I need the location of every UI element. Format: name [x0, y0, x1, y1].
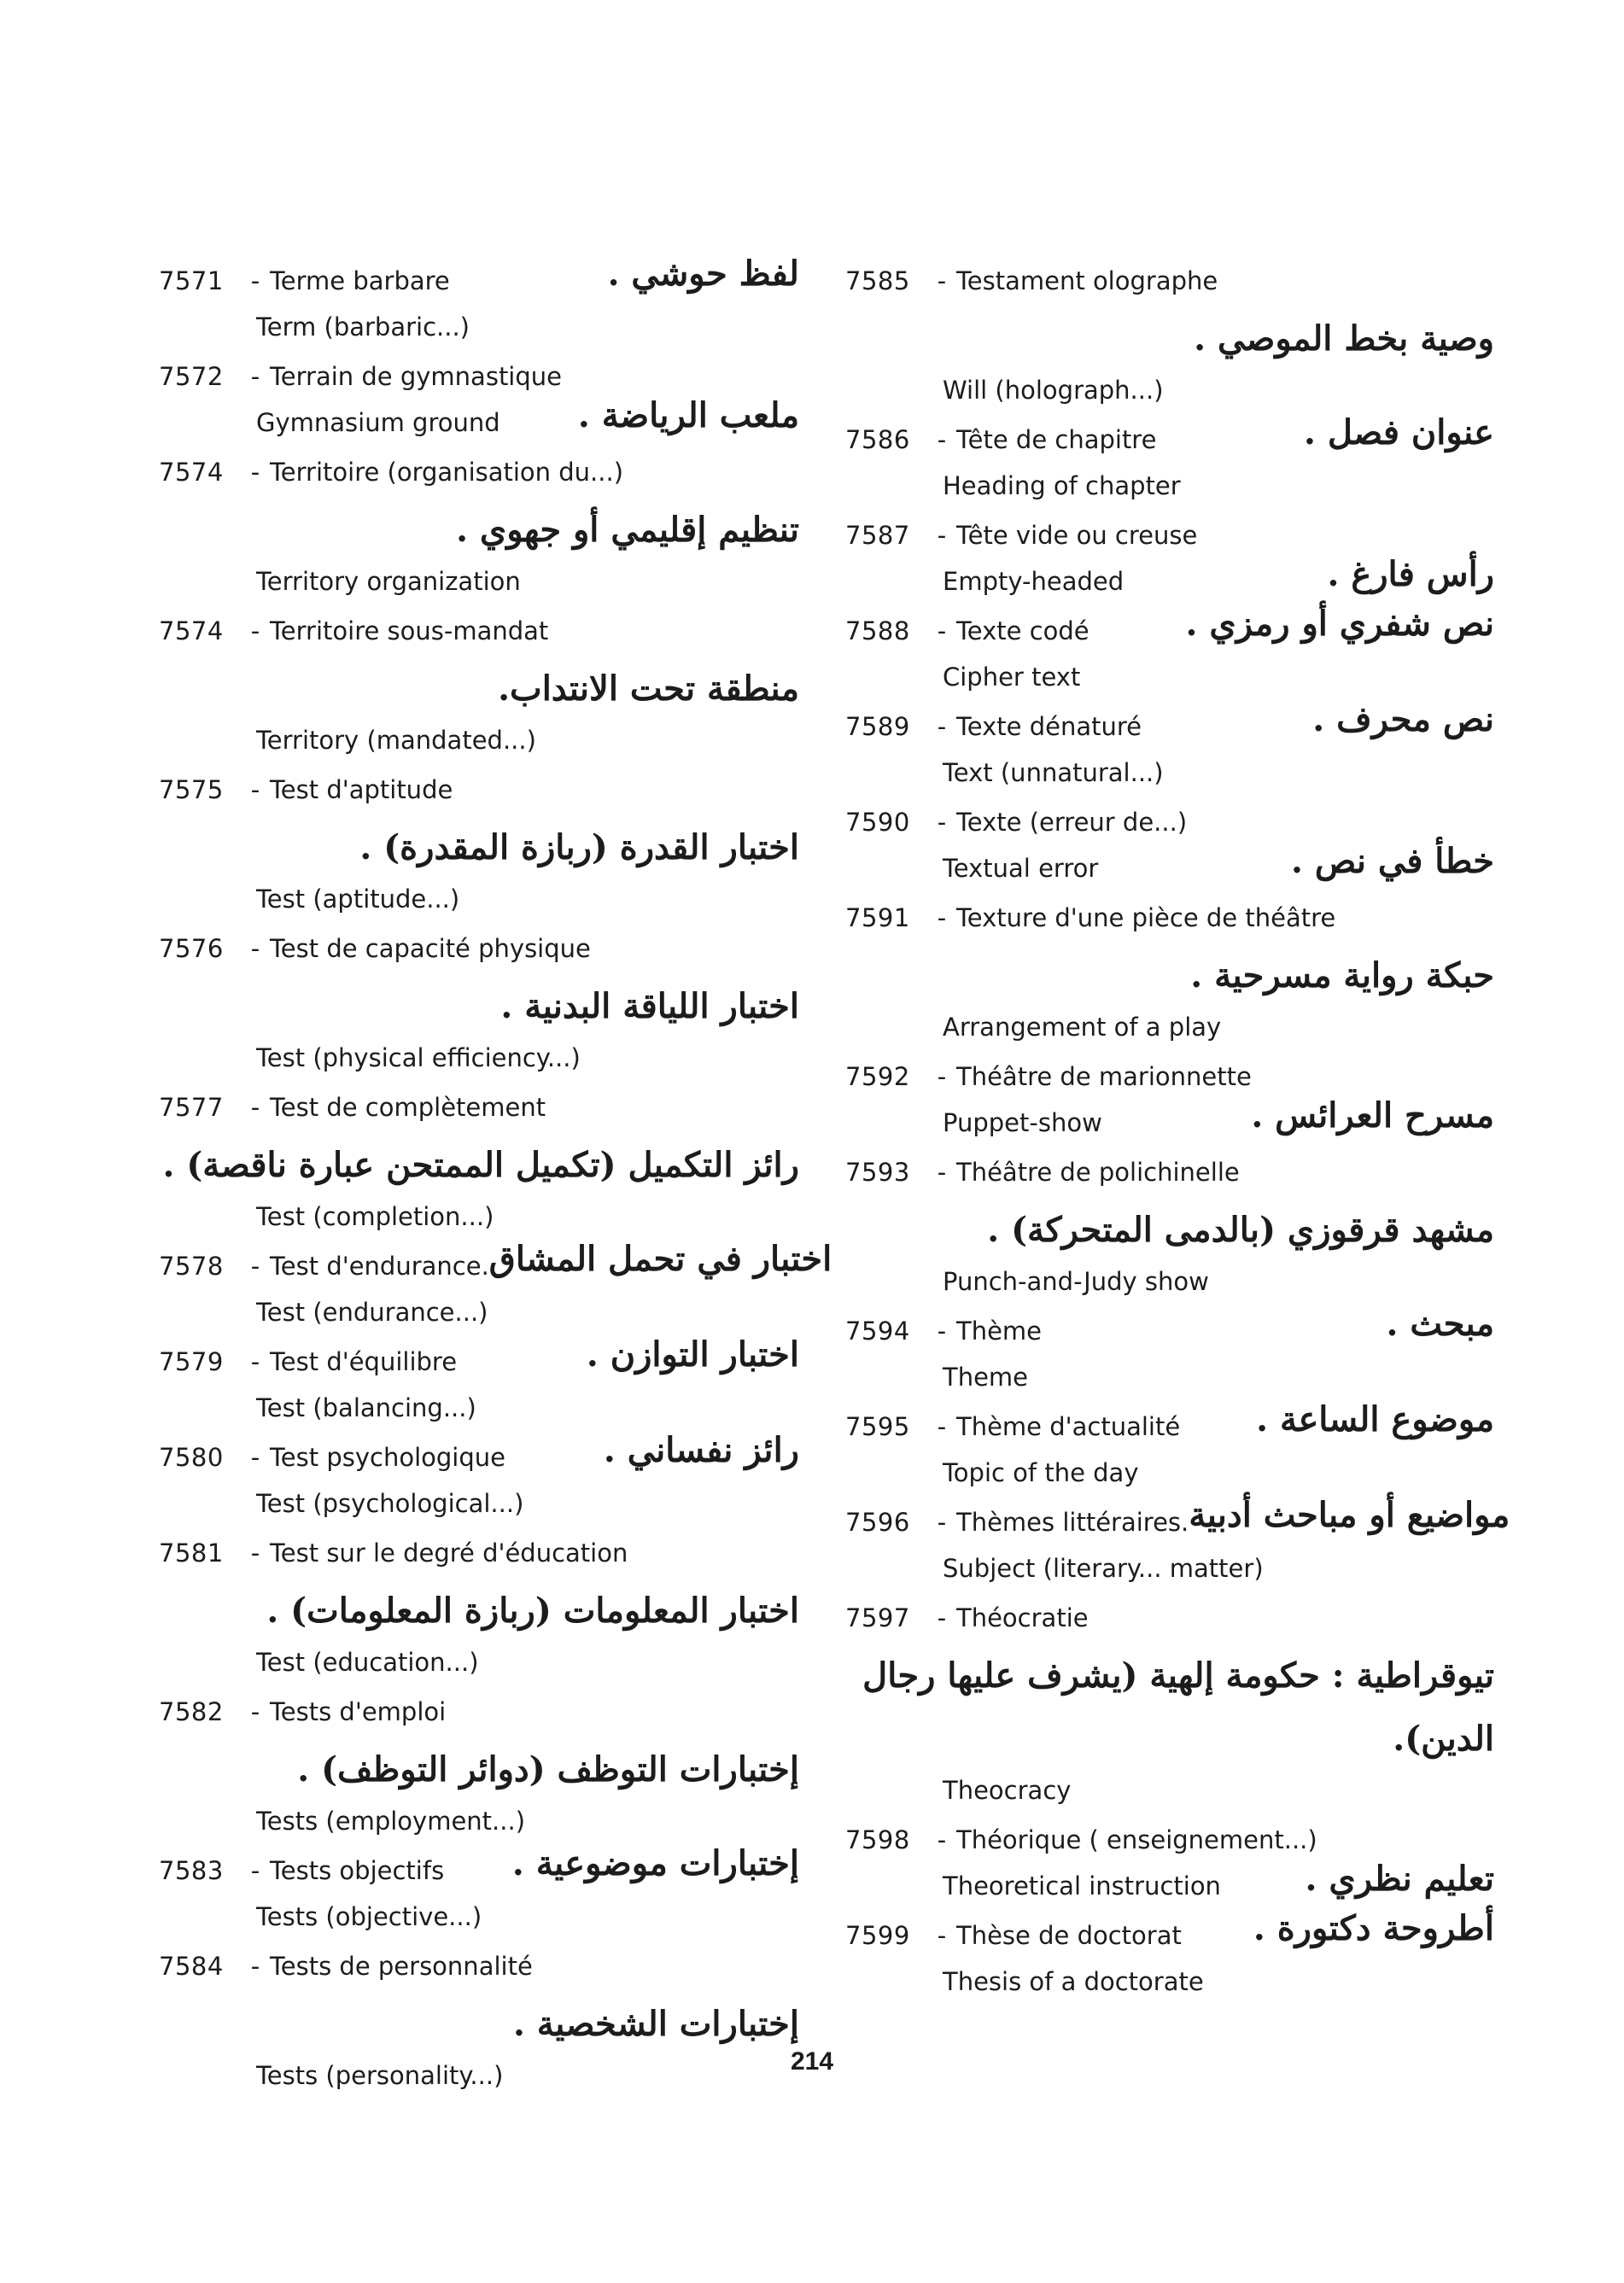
entry-dash: - — [937, 425, 947, 454]
dictionary-entry — [845, 1392, 1494, 1487]
entry-headword-line — [159, 1836, 799, 1885]
french-term: Terrain de gymnastique — [270, 362, 562, 391]
french-term: Test de capacité physique — [270, 934, 591, 963]
dictionary-entry — [845, 883, 1494, 1042]
french-term: Test psychologique — [270, 1443, 505, 1472]
french-term: Thèmes littéraires. — [956, 1508, 1189, 1537]
entry-dash: - — [937, 521, 947, 550]
english-term: Arrangement of a play — [943, 1013, 1222, 1042]
entry-arabic-line — [159, 1122, 799, 1185]
french-term: Texte dénaturé — [956, 712, 1142, 741]
english-term: Theme — [943, 1363, 1029, 1392]
arabic-term: وصية بخط الموصي . — [1194, 318, 1494, 359]
entry-headword-line — [845, 1042, 1494, 1091]
entry-dash: - — [250, 1252, 260, 1281]
entry-headword-line — [845, 787, 1494, 837]
entry-headword-line — [159, 1072, 799, 1122]
entry-headword-line — [159, 596, 799, 645]
entry-english-line — [159, 1281, 799, 1327]
entry-arabic-line — [159, 1981, 799, 2044]
french-term: Théâtre de marionnette — [956, 1062, 1252, 1091]
arabic-term: مسرح العرائس . — [1251, 1095, 1494, 1136]
entry-number: 7592 — [845, 1062, 910, 1091]
entry-dash: - — [937, 1603, 947, 1632]
entry-dash: - — [937, 616, 947, 645]
entry-number: 7591 — [845, 903, 910, 932]
entry-english-line — [845, 996, 1494, 1042]
french-term: Thème d'actualité — [956, 1412, 1181, 1441]
entry-number: 7593 — [845, 1158, 910, 1187]
entry-headword-line — [845, 883, 1494, 932]
entry-number: 7575 — [159, 775, 224, 804]
entry-headword-line — [159, 437, 799, 487]
arabic-term: إختبارات الشخصية . — [512, 2004, 799, 2044]
entry-number: 7588 — [845, 616, 910, 645]
french-term: Terme barbare — [270, 266, 450, 295]
english-term: Territory (mandated...) — [256, 726, 536, 755]
english-term: Test (education...) — [256, 1648, 479, 1677]
english-term: Gymnasium ground — [256, 408, 500, 437]
dictionary-entry — [159, 1231, 832, 1327]
dictionary-entry — [159, 342, 799, 437]
entry-arabic-line — [159, 487, 799, 550]
entry-dash: - — [937, 808, 947, 837]
entry-dash: - — [250, 616, 260, 645]
entry-headword-line — [845, 1487, 1510, 1537]
french-term: Testament olographe — [956, 266, 1218, 295]
entry-number: 7580 — [159, 1443, 224, 1472]
arabic-term: تعليم نظري . — [1305, 1859, 1494, 1899]
dictionary-entry — [845, 500, 1494, 596]
dictionary-entry — [159, 437, 799, 596]
entry-arabic-line — [845, 295, 1494, 359]
dictionary-entry — [845, 246, 1494, 405]
entry-dash: - — [250, 362, 260, 391]
arabic-term: إختبارات موضوعية . — [511, 1843, 799, 1883]
entry-dash: - — [250, 266, 260, 295]
entry-headword-line — [845, 692, 1494, 741]
dictionary-entry — [159, 596, 799, 755]
entry-number: 7584 — [159, 1952, 224, 1981]
entry-arabic-line — [159, 645, 799, 709]
dictionary-entry — [159, 1677, 799, 1836]
english-term: Term (barbaric...) — [256, 312, 470, 342]
french-term: Thème — [956, 1317, 1043, 1346]
entry-english-line — [159, 1885, 799, 1931]
english-term: Territory organization — [256, 567, 521, 596]
entry-dash: - — [937, 1317, 947, 1346]
entry-number: 7582 — [159, 1697, 224, 1726]
entry-dash: - — [250, 775, 260, 804]
arabic-term: رائز التكميل (تكميل الممتحن عبارة ناقصة) . — [162, 1145, 799, 1185]
entry-english-line — [159, 1631, 799, 1677]
french-term: Théocratie — [956, 1603, 1089, 1632]
entry-english-line — [845, 550, 1494, 596]
entry-english-line — [845, 1854, 1494, 1901]
english-term: Cipher text — [943, 663, 1081, 692]
dictionary-entry — [159, 914, 799, 1072]
entry-number: 7576 — [159, 934, 224, 963]
french-term: Test d'équilibre — [270, 1347, 458, 1376]
french-term: Théâtre de polichinelle — [956, 1158, 1240, 1187]
dictionary-entry — [159, 246, 799, 342]
arabic-term: الدين). — [1393, 1719, 1494, 1759]
entry-headword-line — [845, 500, 1494, 550]
entry-english-line — [845, 837, 1494, 883]
english-term: Test (completion...) — [256, 1202, 494, 1231]
dictionary-entry — [845, 596, 1494, 692]
entry-headword-line — [159, 1518, 799, 1568]
arabic-term: مواضيع أو مباحث أدبية — [1189, 1495, 1510, 1535]
entry-headword-line — [159, 755, 799, 804]
english-term: Test (physical efficiency...) — [256, 1043, 581, 1072]
entry-number: 7583 — [159, 1856, 224, 1885]
entry-number: 7578 — [159, 1252, 224, 1281]
french-term: Thèse de doctorat — [956, 1921, 1182, 1950]
entry-dash: - — [937, 1412, 947, 1441]
entry-dash: - — [250, 1539, 260, 1568]
entry-number: 7596 — [845, 1508, 910, 1537]
english-term: Test (balancing...) — [256, 1393, 476, 1422]
english-term: Thesis of a doctorate — [943, 1967, 1204, 1996]
dictionary-entry — [159, 1327, 799, 1422]
entry-dash: - — [937, 266, 947, 295]
dictionary-entry — [845, 692, 1494, 787]
entry-number: 7574 — [159, 616, 224, 645]
entry-arabic-line — [159, 804, 799, 867]
arabic-term: خطأ في نص . — [1290, 841, 1494, 881]
entry-dash: - — [937, 1062, 947, 1091]
entry-english-line — [159, 1185, 799, 1231]
entry-arabic-line — [159, 963, 799, 1026]
english-term: Tests (objective...) — [256, 1902, 482, 1931]
entry-headword-line — [845, 246, 1494, 295]
entry-english-line — [845, 1537, 1494, 1583]
entry-dash: - — [937, 1508, 947, 1537]
entry-dash: - — [937, 1158, 947, 1187]
dictionary-entry — [845, 787, 1494, 883]
entry-headword-line — [159, 342, 799, 391]
entry-arabic-line — [845, 1632, 1494, 1696]
english-term: Test (aptitude...) — [256, 885, 460, 914]
french-term: Théorique ( enseignement...) — [956, 1825, 1317, 1854]
arabic-term: مبحث . — [1386, 1304, 1494, 1344]
dictionary-entry — [845, 1042, 1494, 1137]
entry-dash: - — [937, 712, 947, 741]
arabic-term: حبكة رواية مسرحية . — [1190, 955, 1494, 996]
entry-english-line — [845, 645, 1494, 692]
entry-arabic-line — [159, 1726, 799, 1790]
entry-dash: - — [937, 1825, 947, 1854]
english-term: Test (psychological...) — [256, 1489, 524, 1518]
english-term: Topic of the day — [943, 1458, 1139, 1487]
french-term: Tests objectifs — [270, 1856, 445, 1885]
entry-english-line — [845, 1441, 1494, 1487]
entry-headword-line — [845, 1296, 1494, 1346]
entry-headword-line — [845, 1805, 1494, 1854]
dictionary-entry — [845, 1137, 1494, 1296]
dictionary-entry — [159, 1836, 799, 1931]
entry-dash: - — [250, 1093, 260, 1122]
entry-headword-line — [845, 596, 1494, 645]
english-term: Theocracy — [943, 1776, 1072, 1805]
dictionary-entry — [159, 755, 799, 914]
entry-number: 7574 — [159, 458, 224, 487]
entry-english-line — [159, 1376, 799, 1422]
entry-arabic-line — [845, 1187, 1494, 1250]
entry-english-line — [159, 550, 799, 596]
entry-arabic-line — [845, 1696, 1494, 1759]
french-term: Texture d'une pièce de théâtre — [956, 903, 1336, 932]
entry-headword-line — [159, 914, 799, 963]
arabic-term: لفظ حوشي . — [607, 254, 799, 294]
entry-headword-line — [159, 246, 799, 295]
french-term: Test d'endurance. — [270, 1252, 489, 1281]
entry-number: 7599 — [845, 1921, 910, 1950]
entry-english-line — [159, 1472, 799, 1518]
english-term: Tests (employment...) — [256, 1807, 526, 1836]
entry-number: 7571 — [159, 266, 224, 295]
entry-dash: - — [250, 1697, 260, 1726]
arabic-term: اختبار التوازن . — [586, 1334, 799, 1375]
french-term: Tests d'emploi — [270, 1697, 447, 1726]
entry-headword-line — [159, 1231, 832, 1281]
arabic-term: نص شفري أو رمزي . — [1185, 604, 1494, 644]
entry-english-line — [159, 1790, 799, 1836]
arabic-term: رأس فارغ . — [1327, 554, 1494, 594]
entry-headword-line — [845, 1392, 1494, 1441]
english-term: Text (unnatural...) — [943, 758, 1164, 787]
arabic-term: عنوان فصل . — [1304, 412, 1494, 453]
english-term: Textual error — [943, 854, 1099, 883]
entry-headword-line — [845, 405, 1494, 454]
entry-arabic-line — [159, 1568, 799, 1631]
entry-english-line — [159, 391, 799, 437]
entry-number: 7586 — [845, 425, 910, 454]
french-term: Tête vide ou creuse — [956, 521, 1198, 550]
arabic-term: نص محرف . — [1312, 699, 1494, 739]
dictionary-entry — [845, 1296, 1494, 1392]
entry-english-line — [159, 867, 799, 914]
english-term: Test (endurance...) — [256, 1298, 488, 1327]
entry-headword-line — [159, 1327, 799, 1376]
dictionary-entry — [845, 1583, 1494, 1805]
entry-number: 7598 — [845, 1825, 910, 1854]
dictionary-entry — [159, 1518, 799, 1677]
entry-headword-line — [845, 1583, 1494, 1632]
entry-english-line — [845, 741, 1494, 787]
entry-number: 7595 — [845, 1412, 910, 1441]
entry-headword-line — [845, 1137, 1494, 1187]
page-number: 214 — [790, 2047, 834, 2076]
dictionary-entry — [845, 1805, 1494, 1901]
entry-dash: - — [250, 1952, 260, 1981]
entry-headword-line — [159, 1677, 799, 1726]
entry-number: 7594 — [845, 1317, 910, 1346]
entry-headword-line — [159, 1931, 799, 1981]
entry-dash: - — [937, 903, 947, 932]
french-term: Territoire sous-mandat — [270, 616, 549, 645]
french-term: Test d'aptitude — [270, 775, 453, 804]
dictionary-entry — [159, 1072, 799, 1231]
entry-number: 7597 — [845, 1603, 910, 1632]
right-column — [845, 246, 1510, 1996]
entry-english-line — [845, 1759, 1494, 1805]
entry-english-line — [845, 454, 1494, 500]
dictionary-entry — [845, 1487, 1510, 1583]
entry-dash: - — [250, 934, 260, 963]
french-term: Territoire (organisation du...) — [270, 458, 624, 487]
french-term: Test de complètement — [270, 1093, 546, 1122]
entry-arabic-line — [845, 932, 1494, 996]
entry-english-line — [845, 1950, 1494, 1996]
arabic-term: منطقة تحت الانتداب. — [498, 669, 799, 709]
entry-headword-line — [845, 1901, 1494, 1950]
entry-headword-line — [159, 1422, 799, 1472]
english-term: Will (holograph...) — [943, 376, 1164, 405]
dictionary-entry — [159, 1422, 799, 1518]
arabic-term: مشهد قرقوزي (بالدمى المتحركة) . — [987, 1210, 1494, 1250]
english-term: Punch-and-Judy show — [943, 1267, 1209, 1296]
french-term: Tête de chapitre — [956, 425, 1157, 454]
entry-dash: - — [250, 1347, 260, 1376]
english-term: Puppet-show — [943, 1108, 1102, 1137]
arabic-term: اختبار القدرة (ربازة المقدرة) . — [359, 827, 799, 867]
arabic-term: أطروحة دكتورة . — [1253, 1908, 1494, 1948]
entry-english-line — [159, 1026, 799, 1072]
entry-number: 7585 — [845, 266, 910, 295]
french-term: Texte (erreur de...) — [956, 808, 1188, 837]
arabic-term: إختبارات التوظف (دوائر التوظف) . — [297, 1749, 799, 1790]
entry-english-line — [159, 295, 799, 342]
entry-dash: - — [250, 1856, 260, 1885]
entry-dash: - — [250, 1443, 260, 1472]
entry-dash: - — [250, 458, 260, 487]
french-term: Texte codé — [956, 616, 1089, 645]
entry-english-line — [159, 709, 799, 755]
english-term: Heading of chapter — [943, 471, 1181, 500]
arabic-term: تنظيم إقليمي أو جهوي . — [456, 510, 799, 550]
entry-number: 7590 — [845, 808, 910, 837]
french-term: Tests de personnalité — [270, 1952, 533, 1981]
arabic-term: تيوقراطية : حكومة إلهية (يشرف عليها رجال — [862, 1655, 1494, 1696]
entry-dash: - — [937, 1921, 947, 1950]
entry-number: 7589 — [845, 712, 910, 741]
english-term: Empty-headed — [943, 567, 1125, 596]
arabic-term: اختبار المعلومات (ربازة المعلومات) . — [266, 1591, 799, 1631]
entry-english-line — [845, 1091, 1494, 1137]
arabic-term: موضوع الساعة . — [1256, 1399, 1494, 1439]
english-term: Theoretical instruction — [943, 1871, 1221, 1901]
arabic-term: اختبار اللياقة البدنية . — [500, 986, 799, 1026]
arabic-term: اختبار في تحمل المشاق — [488, 1239, 832, 1279]
arabic-term: رائز نفساني . — [603, 1430, 799, 1470]
entry-english-line — [845, 1250, 1494, 1296]
entry-number: 7579 — [159, 1347, 224, 1376]
entry-number: 7587 — [845, 521, 910, 550]
dictionary-entry — [845, 405, 1494, 500]
english-term: Subject (literary... matter) — [943, 1554, 1264, 1583]
arabic-term: ملعب الرياضة . — [577, 395, 799, 435]
entry-number: 7581 — [159, 1539, 224, 1568]
entry-number: 7572 — [159, 362, 224, 391]
entry-number: 7577 — [159, 1093, 224, 1122]
dictionary-entry — [845, 1901, 1494, 1996]
english-term: Tests (personality...) — [256, 2061, 504, 2090]
french-term: Test sur le degré d'éducation — [270, 1539, 628, 1568]
entry-english-line — [845, 1346, 1494, 1392]
entry-english-line — [845, 359, 1494, 405]
